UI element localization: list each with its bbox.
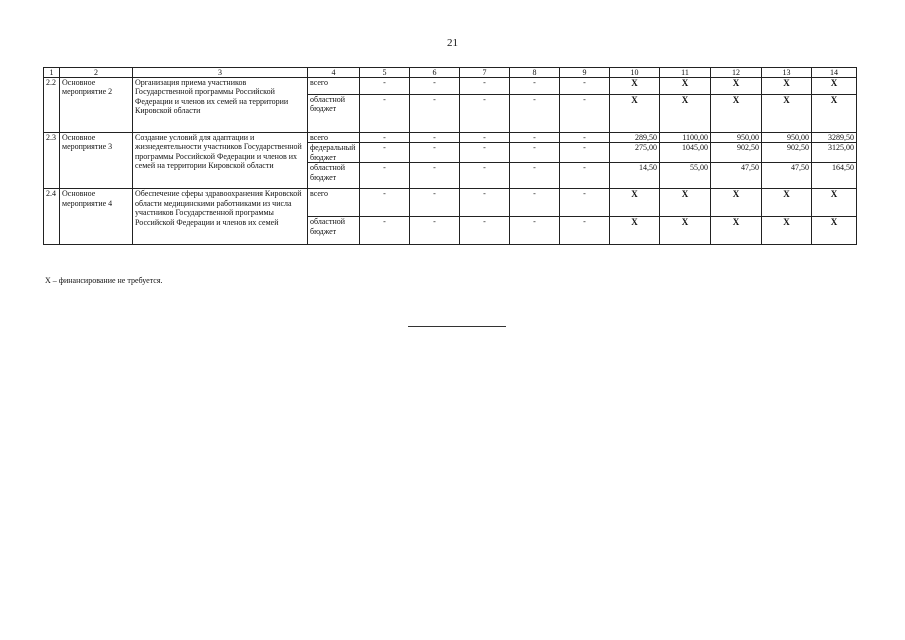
value-cell: 55,00 xyxy=(660,163,711,189)
value-cell: - xyxy=(560,143,610,163)
activity-description: Создание условий для адаптации и жизнедеятельности участников Государственной программы Российской Федерации и членов их семей на территории Кировской области xyxy=(133,133,308,189)
value-cell: - xyxy=(410,95,460,133)
value-cell: X xyxy=(762,189,812,217)
column-header: 11 xyxy=(660,68,711,78)
value-cell: 902,50 xyxy=(762,143,812,163)
funding-source: всего xyxy=(308,133,360,143)
column-header: 12 xyxy=(711,68,762,78)
column-header: 1 xyxy=(44,68,60,78)
table-row xyxy=(44,78,857,95)
value-cell: - xyxy=(460,133,510,143)
activity-number: 2.4 xyxy=(44,189,60,245)
value-cell: - xyxy=(360,143,410,163)
column-header: 6 xyxy=(410,68,460,78)
value-cell: X xyxy=(812,217,857,245)
value-cell: - xyxy=(560,163,610,189)
value-cell: - xyxy=(560,78,610,95)
value-cell: 902,50 xyxy=(711,143,762,163)
value-cell: X xyxy=(762,95,812,133)
value-cell: - xyxy=(410,78,460,95)
value-cell: X xyxy=(762,217,812,245)
value-cell: - xyxy=(560,95,610,133)
value-cell: 47,50 xyxy=(762,163,812,189)
funding-source: всего xyxy=(308,189,360,217)
value-cell: - xyxy=(460,95,510,133)
value-cell: X xyxy=(711,217,762,245)
value-cell: X xyxy=(711,78,762,95)
column-header: 14 xyxy=(812,68,857,78)
value-cell: - xyxy=(410,217,460,245)
value-cell: 1100,00 xyxy=(660,133,711,143)
value-cell: - xyxy=(460,78,510,95)
footnote: Х – финансирование не требуется. xyxy=(45,276,163,285)
value-cell: - xyxy=(410,189,460,217)
header-row xyxy=(44,68,857,78)
value-cell: - xyxy=(460,143,510,163)
column-header: 5 xyxy=(360,68,410,78)
value-cell: X xyxy=(610,189,660,217)
activity-number: 2.3 xyxy=(44,133,60,189)
value-cell: 275,00 xyxy=(610,143,660,163)
column-header: 2 xyxy=(60,68,133,78)
separator-line xyxy=(408,326,506,327)
activity-name: Основное мероприятие 2 xyxy=(60,78,133,133)
column-header: 4 xyxy=(308,68,360,78)
value-cell: - xyxy=(360,189,410,217)
value-cell: - xyxy=(460,189,510,217)
value-cell: - xyxy=(560,189,610,217)
value-cell: X xyxy=(812,95,857,133)
activity-name: Основное мероприятие 3 xyxy=(60,133,133,189)
value-cell: X xyxy=(660,189,711,217)
value-cell: 3125,00 xyxy=(812,143,857,163)
value-cell: - xyxy=(510,189,560,217)
value-cell: 289,50 xyxy=(610,133,660,143)
column-header: 3 xyxy=(133,68,308,78)
funding-source: федеральный бюджет xyxy=(308,143,360,163)
value-cell: - xyxy=(360,163,410,189)
value-cell: - xyxy=(360,95,410,133)
column-header: 9 xyxy=(560,68,610,78)
value-cell: 164,50 xyxy=(812,163,857,189)
value-cell: - xyxy=(410,163,460,189)
value-cell: X xyxy=(812,189,857,217)
column-header: 10 xyxy=(610,68,660,78)
value-cell: - xyxy=(360,78,410,95)
table-row xyxy=(44,189,857,217)
value-cell: - xyxy=(410,143,460,163)
value-cell: - xyxy=(510,143,560,163)
value-cell: - xyxy=(560,217,610,245)
value-cell: 47,50 xyxy=(711,163,762,189)
column-header: 7 xyxy=(460,68,510,78)
funding-source: областной бюджет xyxy=(308,217,360,245)
activity-name: Основное мероприятие 4 xyxy=(60,189,133,245)
value-cell: - xyxy=(510,217,560,245)
value-cell: - xyxy=(510,78,560,95)
value-cell: - xyxy=(510,133,560,143)
value-cell: 14,50 xyxy=(610,163,660,189)
value-cell: 3289,50 xyxy=(812,133,857,143)
value-cell: X xyxy=(762,78,812,95)
value-cell: X xyxy=(660,95,711,133)
value-cell: X xyxy=(660,217,711,245)
value-cell: - xyxy=(360,217,410,245)
value-cell: - xyxy=(410,133,460,143)
table-row xyxy=(44,133,857,143)
value-cell: - xyxy=(460,163,510,189)
page-number: 21 xyxy=(447,37,458,49)
value-cell: X xyxy=(660,78,711,95)
value-cell: 950,00 xyxy=(711,133,762,143)
budget-table xyxy=(43,67,857,245)
value-cell: - xyxy=(560,133,610,143)
table-body xyxy=(44,68,857,245)
activity-number: 2.2 xyxy=(44,78,60,133)
funding-source: областной бюджет xyxy=(308,163,360,189)
value-cell: 950,00 xyxy=(762,133,812,143)
value-cell: X xyxy=(711,95,762,133)
column-header: 13 xyxy=(762,68,812,78)
value-cell: X xyxy=(812,78,857,95)
activity-description: Организация приема участников Государственной программы Российской Федерации и членов их семей на территории Кировской области xyxy=(133,78,308,133)
value-cell: X xyxy=(610,217,660,245)
value-cell: 1045,00 xyxy=(660,143,711,163)
value-cell: X xyxy=(610,95,660,133)
column-header: 8 xyxy=(510,68,560,78)
activity-description: Обеспечение сферы здравоохранения Кировской области медицинскими работниками из числа участников Государственной программы Российской Федерации и членов их семей xyxy=(133,189,308,245)
value-cell: - xyxy=(510,95,560,133)
value-cell: X xyxy=(711,189,762,217)
value-cell: - xyxy=(460,217,510,245)
funding-source: всего xyxy=(308,78,360,95)
value-cell: X xyxy=(610,78,660,95)
value-cell: - xyxy=(510,163,560,189)
value-cell: - xyxy=(360,133,410,143)
funding-source: областной бюджет xyxy=(308,95,360,133)
